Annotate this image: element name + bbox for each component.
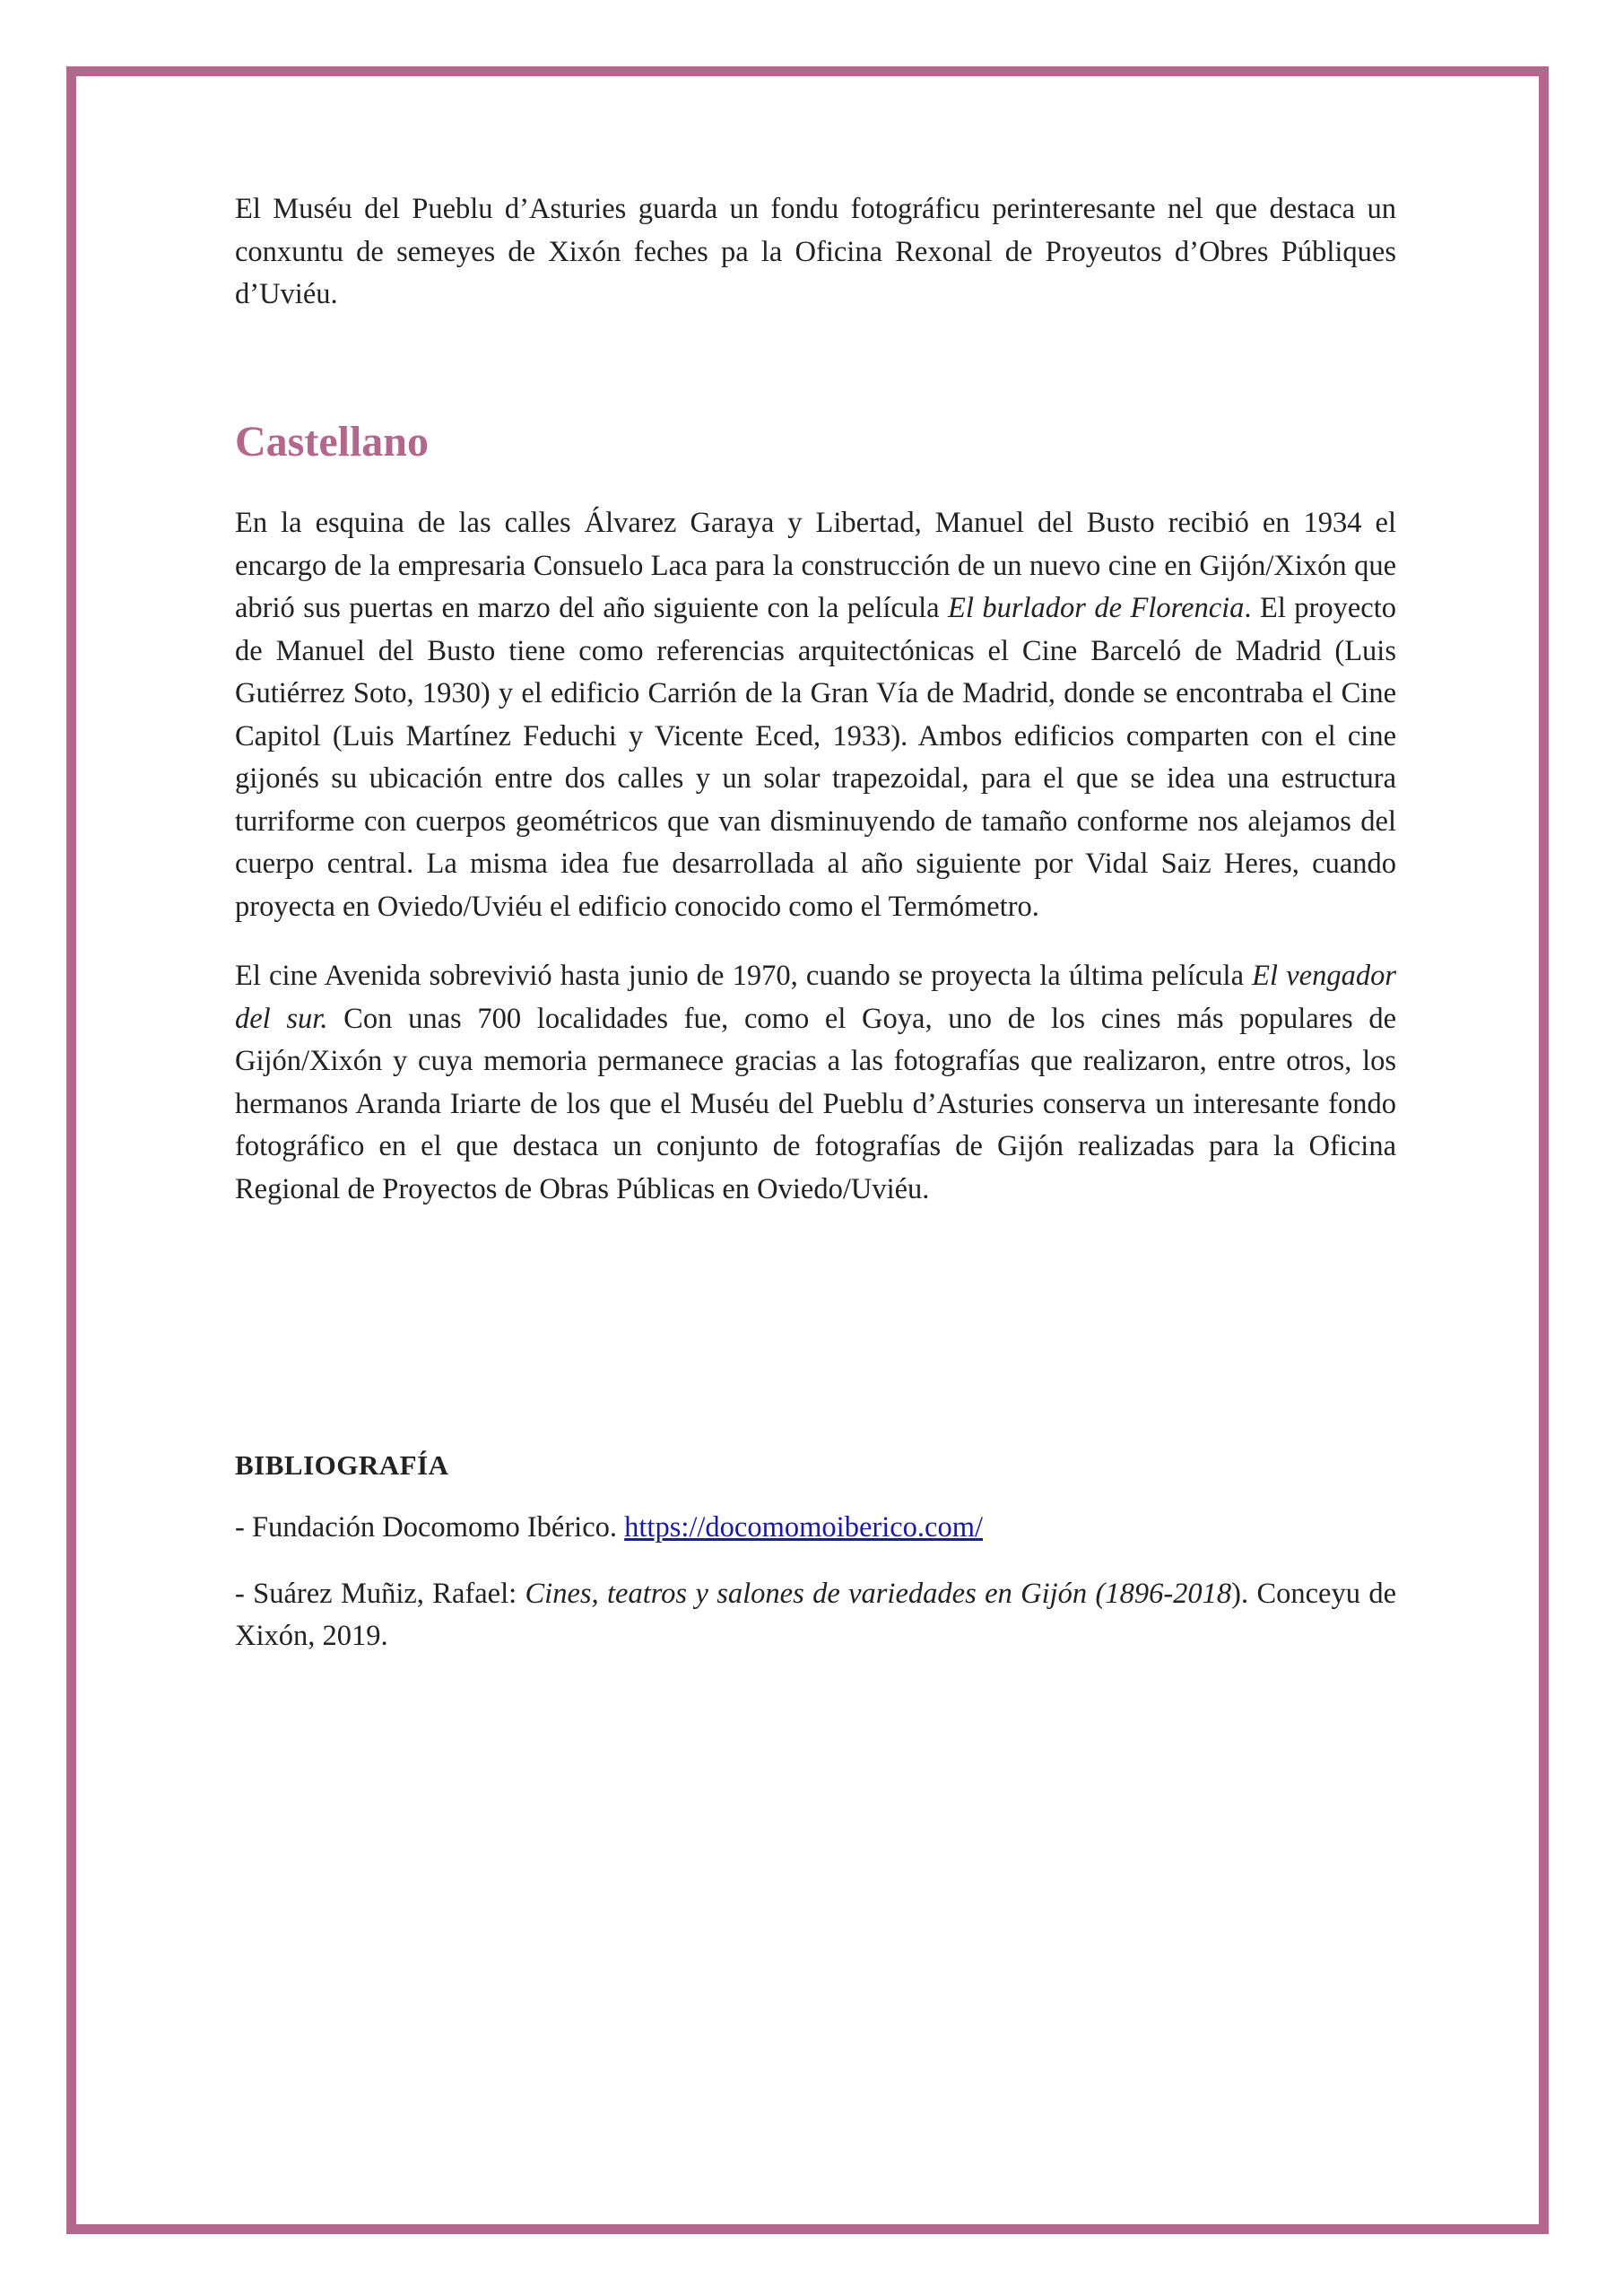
paragraph-text: En la esquina de las calles Álvarez Garaya y Libertad, Manuel del Busto recibió en 1934 el encargo de la empresaria Consuelo Laca para la construcción de un nuevo cine en Gijón/Xixón que abrió sus puertas en marzo del año siguiente con la película bbox=[235, 507, 1396, 624]
paragraph-text: Con unas 700 localidades fue, como el Goya, uno de los cines más populares de Gijón/Xixón y cuya memoria permanece gracias a las fotografías que realizaron, entre otros, los hermanos Aranda Iriarte de los que el Muséu del Pueblu d’Asturies conserva un interesante fondo fotográfico en el que destaca un conjunto de fotografías de Gijón realizadas para la Oficina Regional de Proyectos de Obras Públicas en Oviedo/Uviéu. bbox=[235, 1002, 1396, 1205]
paragraph-text: . El proyecto de Manuel del Busto tiene como referencias arquitectónicas el Cine Barceló de Madrid (Luis Gutiérrez Soto, 1930) y el edificio Carrión de la Gran Vía de Madrid, donde se encontraba el Cine Capitol (Luis Martínez Feduchi y Vicente Eced, 1933). Ambos edificios comparten con el cine gijonés su ubicación entre dos calles y un solar trapezoidal, para el que se idea una estructura turriforme con cuerpos geométricos que van disminuyendo de tamaño conforme nos alejamos del cuerpo central. La misma idea fue desarrollada al año siguiente por Vidal Saiz Heres, cuando proyecta en Oviedo/Uviéu el edificio conocido como el Termómetro. bbox=[235, 592, 1396, 923]
castellano-body bbox=[235, 502, 1396, 1211]
reference-text: - Fundación Docomomo Ibérico. bbox=[235, 1511, 625, 1544]
paragraph-text: El cine Avenida sobrevivió hasta junio de 1970, cuando se proyecta la última película bbox=[235, 960, 1253, 992]
section-heading-castellano: Castellano bbox=[235, 418, 429, 465]
docomomo-link[interactable]: https://docomomoiberico.com/ bbox=[624, 1511, 984, 1544]
reference-text: - Suárez Muñiz, Rafael: bbox=[235, 1577, 525, 1610]
reference-text: ). Conceyu de Xixón, 2019. bbox=[235, 1577, 1397, 1652]
bibliography-entry-1 bbox=[235, 1507, 1396, 1550]
intro-paragraph: El Muséu del Pueblu d’Asturies guarda un fondu fotográficu perinteresante nel que destaca un conxuntu de semeyes de Xixón feches pa la Oficina Rexonal de Proyeutos d’Obres Públiques d’Uviéu. bbox=[235, 193, 1396, 310]
book-title: Cines, teatros y salones de variedades en Gijón (1896-2018 bbox=[525, 1577, 1232, 1610]
film-title: El burlador de Florencia bbox=[948, 592, 1245, 624]
page-content bbox=[235, 188, 1397, 1652]
film-title: El vengador del sur. bbox=[235, 960, 1396, 1035]
bibliography-section bbox=[235, 1446, 1396, 1658]
bibliography-title: BIBLIOGRAFÍA bbox=[235, 1449, 449, 1481]
bibliography-entry-2 bbox=[235, 1573, 1396, 1658]
castellano-paragraph-2 bbox=[235, 955, 1396, 1211]
castellano-paragraph-1 bbox=[235, 502, 1396, 928]
